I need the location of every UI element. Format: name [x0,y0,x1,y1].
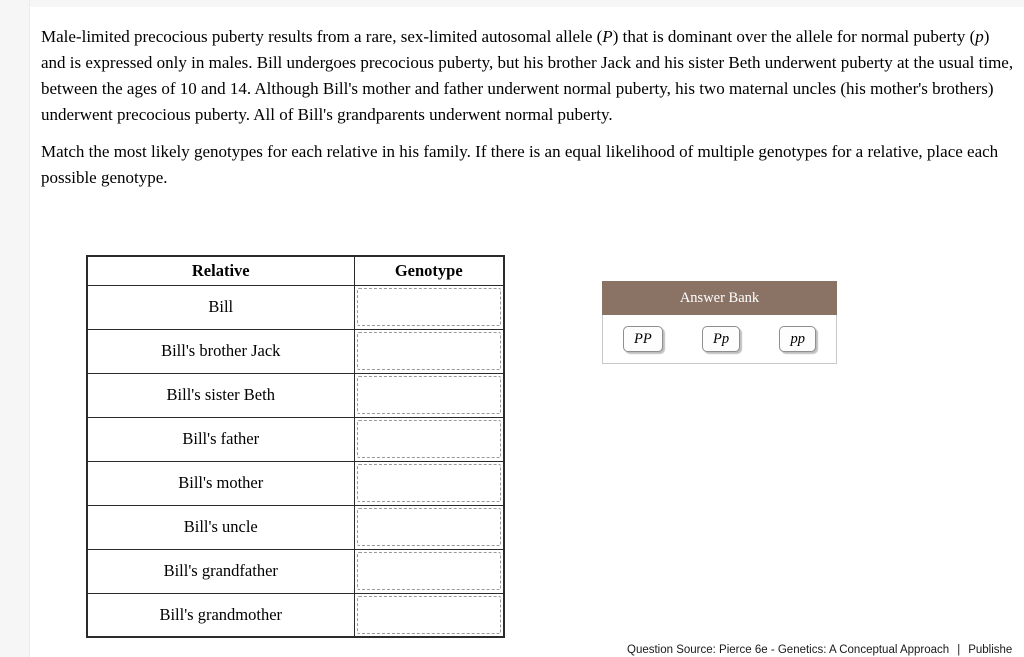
allele-symbol-P: P [602,27,613,46]
genotype-chip-PP[interactable]: PP [623,326,663,353]
question-source-text: Question Source: Pierce 6e - Genetics: A Conceptual Approach [627,644,950,656]
relative-label-grandfather: Bill's grandfather [87,549,354,593]
relative-label-grandmother: Bill's grandmother [87,593,354,637]
page-top-margin [0,0,1024,7]
genotype-chip-pp[interactable]: pp [779,326,816,353]
table-row [87,373,504,417]
relative-label-sister-beth: Bill's sister Beth [87,373,354,417]
table-row [87,549,504,593]
genotype-dropzone-father[interactable] [357,420,502,458]
genotype-dropzone-uncle[interactable] [357,508,502,546]
question-source-footer [627,644,1012,656]
problem-text: Male-limited precocious puberty results from a rare, sex-limited autosomal allele ( [41,27,603,46]
problem-paragraph-2: Match the most likely genotypes for each relative in his family. If there is an equal likelihood of multiple genotypes for a relative, place each possible genotype. [41,142,999,187]
genotype-dropzone-grandfather[interactable] [357,552,502,590]
column-header-genotype: Genotype [354,256,504,285]
genotype-dropzone-bill[interactable] [357,288,502,326]
answer-bank [602,281,837,364]
relative-label-brother-jack: Bill's brother Jack [87,329,354,373]
relative-label-bill: Bill [87,285,354,329]
answer-bank-title: Answer Bank [679,289,760,306]
genotype-dropzone-grandmother[interactable] [357,596,502,634]
answer-bank-body [602,315,837,364]
genotype-dropzone-mother[interactable] [357,464,502,502]
relative-label-father: Bill's father [87,417,354,461]
genotype-match-table [86,255,505,638]
column-header-relative: Relative [87,256,354,285]
table-row [87,285,504,329]
relative-label-uncle: Bill's uncle [87,505,354,549]
problem-paragraph-1 [41,24,1014,128]
table-header-row [87,256,504,285]
allele-symbol-p: p [975,27,984,46]
page-left-margin [0,0,30,657]
table-row [87,505,504,549]
genotype-chip-Pp[interactable]: Pp [702,326,740,353]
problem-text: ) that is dominant over the allele for normal puberty ( [612,27,976,46]
table-row [87,461,504,505]
problem-text: ) and is expressed only in males. Bill undergoes precocious puberty, but his brother Jack and his sister Beth underwent puberty at the usual time, between the ages of 10 and 14. Although Bill's mother and father underwent normal puberty, his two maternal uncles (his mother's brothers) underwent precocious puberty. All of Bill's grandparents underwent normal puberty. [41,27,1014,124]
publisher-text: Publishe [968,644,1013,656]
footer-separator: | [957,644,961,656]
relative-label-mother: Bill's mother [87,461,354,505]
answer-bank-header [602,281,837,315]
genotype-dropzone-brother-jack[interactable] [357,332,502,370]
table-row [87,329,504,373]
problem-statement [41,24,1014,191]
genotype-dropzone-sister-beth[interactable] [357,376,502,414]
table-row [87,417,504,461]
table-row [87,593,504,637]
